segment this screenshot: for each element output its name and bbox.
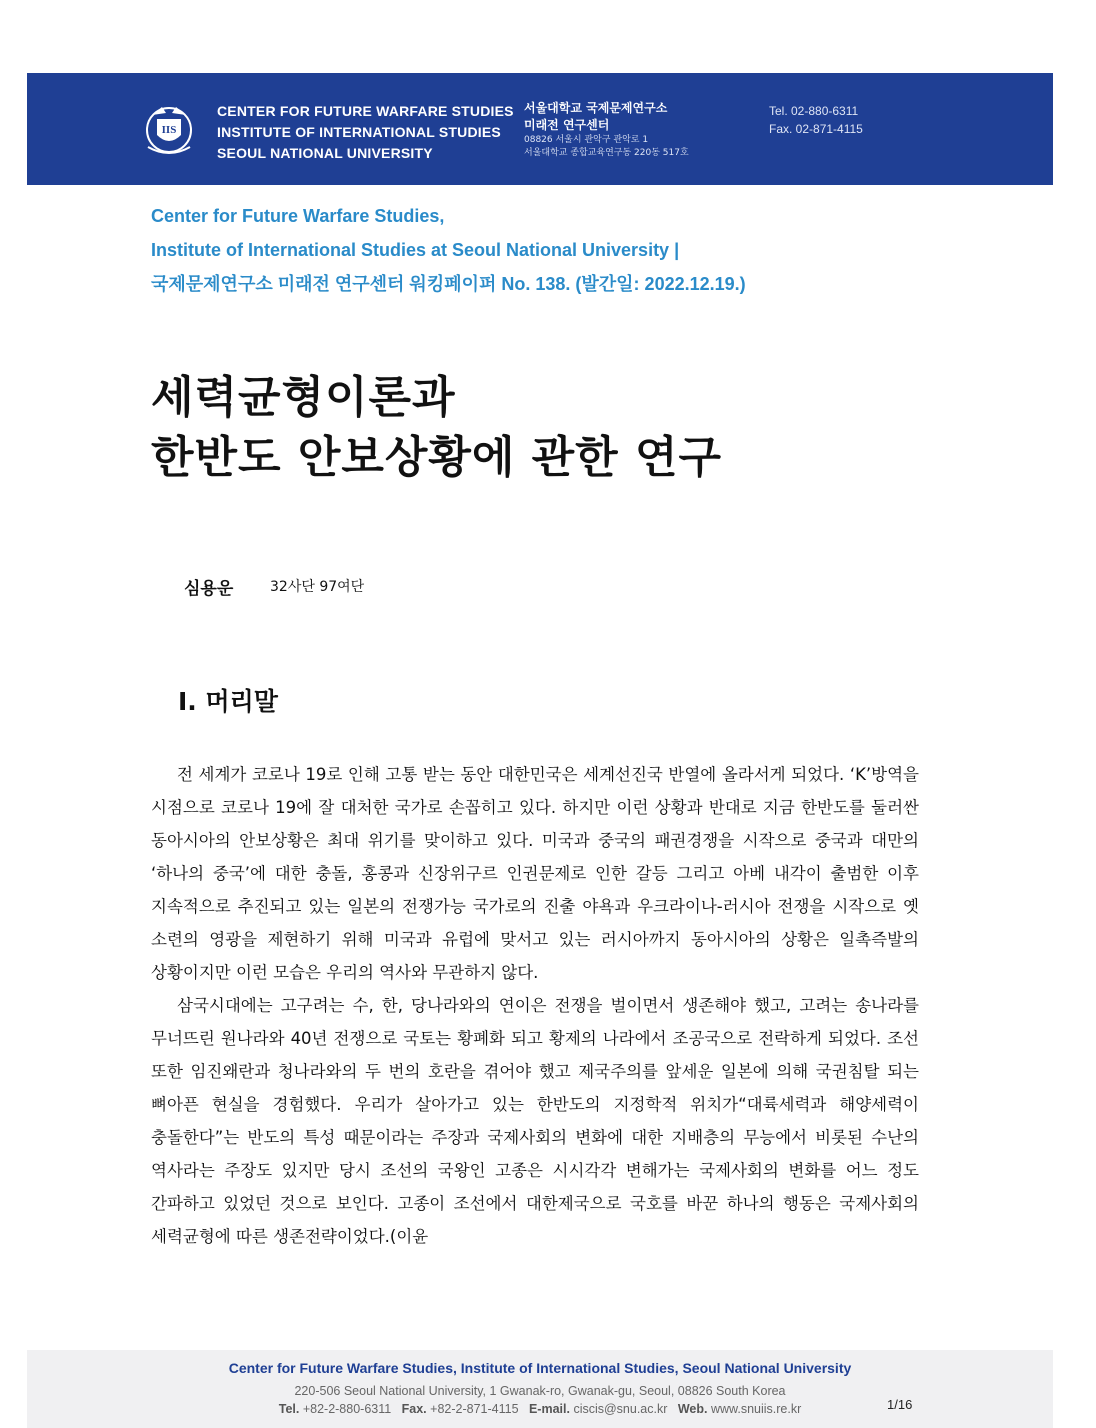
title-line-1: 세력균형이론과 <box>151 372 456 423</box>
footer-org-name: Center for Future Warfare Studies, Institute of International Studies, Seoul National University <box>228 1360 852 1376</box>
footer-email[interactable]: ciscis@snu.ac.kr <box>573 1402 668 1416</box>
footer-address: 220-506 Seoul National University, 1 Gwanak-ro, Gwanak-gu, Seoul, 08826 South Korea <box>294 1384 786 1398</box>
footer-fax: +82-2-871-4115 <box>430 1402 519 1416</box>
header-contact <box>769 102 863 138</box>
institute-name-ko: 서울대학교 국제문제연구소 <box>524 101 668 115</box>
body-text <box>151 758 919 1253</box>
paragraph-2: 삼국시대에는 고구려는 수, 한, 당나라와의 연이은 전쟁을 벌이면서 생존해야 했고, 고려는 송나라를 무너뜨린 원나라와 40년 전쟁으로 국토는 황폐화 되고 황제의 나라에서 조공국으로 전락하게 되었다. 조선 또한 임진왜란과 청나라와의 두 번의 호란을 겪어야 했고 제국주의를 앞세운 일본에 의해 국권침탈 되는 뼈아픈 현실을 경험했다. 우리가 살아가고 있는 한반도의 지정학적 위치가“대륙세력과 해양세력이 충돌한다”는 반도의 특성 때문이라는 주장과 국제사회의 변화에 대한 지배층의 무능에서 비롯된 수난의 역사라는 주장도 있지만 당시 조선의 국왕인 고종은 시시각각 변해가는 국제사회의 변화를 어느 정도 간파하고 있었던 것으로 보인다. 고종이 조선에서 대한제국으로 국호를 바꾼 하나의 행동은 국제사회의 세력균형에 따른 생존전략이었다.(이윤 <box>151 996 919 1246</box>
footer-fax-label: Fax. <box>401 1402 427 1416</box>
svg-text:IIS: IIS <box>161 124 177 136</box>
header-band <box>27 73 1053 185</box>
section-heading: Ⅰ. 머리말 <box>178 687 278 716</box>
footer-email-label: E-mail. <box>528 1402 570 1416</box>
footer-web-label: Web. <box>677 1402 708 1416</box>
footer-web[interactable]: www.snuiis.re.kr <box>710 1402 802 1416</box>
title-line-2: 한반도 안보상황에 관한 연구 <box>151 432 723 483</box>
footer-tel-label: Tel. <box>278 1402 300 1416</box>
footer-tel: +82-2-880-6311 <box>302 1402 392 1416</box>
institute-logo <box>140 99 198 159</box>
series-line-2: Institute of International Studies at Seoul National University | <box>151 240 680 260</box>
header-english-names <box>217 101 514 164</box>
document-title <box>151 368 722 488</box>
institute-name-en: INSTITUTE OF INTERNATIONAL STUDIES <box>217 124 501 140</box>
header-tel: Tel. 02-880-6311 <box>769 104 859 118</box>
series-info <box>151 199 746 301</box>
author-affiliation: 32사단 97여단 <box>270 579 365 595</box>
center-name-ko: 미래전 연구센터 <box>524 118 610 132</box>
address-line-1: 08826 서울시 관악구 관악로 1 <box>524 135 649 145</box>
university-name-en: SEOUL NATIONAL UNIVERSITY <box>217 145 433 161</box>
series-line-3: 국제문제연구소 미래전 연구센터 워킹페이퍼 No. 138. (발간일: 2022.12.19.) <box>151 274 746 294</box>
header-korean-names <box>524 100 689 160</box>
page-number: 1/16 <box>887 1397 913 1412</box>
paragraph-1: 전 세계가 코로나 19로 인해 고통 받는 동안 대한민국은 세계선진국 반열에 올라서게 되었다. ‘K’방역을 시점으로 코로나 19에 잘 대처한 국가로 손꼽히고 있다. 하지만 이런 상황과 반대로 지금 한반도를 둘러싼 동아시아의 안보상황은 최대 위기를 맞이하고 있다. 미국과 중국의 패권경쟁을 시작으로 중국과 대만의 ‘하나의 중국’에 대한 충돌, 홍콩과 신장위구르 인권문제로 인한 갈등 그리고 아베 내각이 출범한 이후 지속적으로 추진되고 있는 일본의 전쟁가능 국가로의 진출 야욕과 우크라이나-러시아 전쟁을 시작으로 옛 소련의 영광을 제현하기 위해 미국과 유럽에 맞서고 있는 러시아까지 동아시아의 상황은 일촉즉발의 상황이지만 이런 모습은 우리의 역사와 무관하지 않다. <box>151 765 919 982</box>
author-name: 심용운 <box>184 579 234 599</box>
center-name-en: CENTER FOR FUTURE WARFARE STUDIES <box>217 103 514 119</box>
page-footer <box>27 1350 1053 1428</box>
series-line-1: Center for Future Warfare Studies, <box>151 206 445 226</box>
header-fax: Fax. 02-871-4115 <box>769 122 863 136</box>
address-line-2: 서울대학교 종합교육연구동 220동 517호 <box>524 148 689 158</box>
